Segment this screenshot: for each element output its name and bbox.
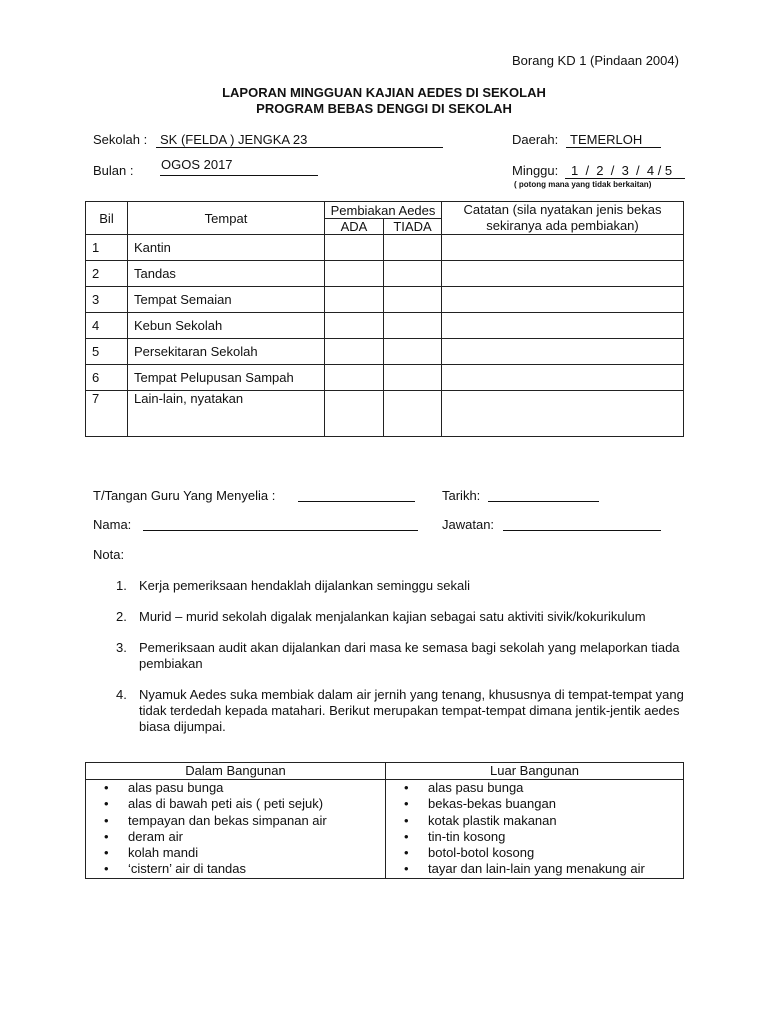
col-catatan-header: Catatan (sila nyatakan jenis bekas sekiranya ada pembiakan) (442, 202, 684, 235)
row-tempat: Kantin (128, 235, 325, 261)
bulan-label: Bulan : (93, 163, 134, 178)
minggu-label: Minggu: (512, 163, 559, 178)
bullet-icon: • (104, 812, 109, 828)
table-row (86, 287, 684, 313)
col-pembiakan-header: Pembiakan Aedes (325, 202, 442, 219)
tangan-field[interactable] (298, 501, 415, 502)
col-tiada-header: TIADA (384, 219, 442, 235)
daerah-label: Daerah: (512, 132, 559, 147)
tarikh-label: Tarikh: (442, 488, 481, 503)
minggu-note: ( potong mana yang tidak berkaitan) (514, 180, 652, 189)
bullet-icon: • (404, 796, 409, 812)
row-bil: 2 (86, 261, 128, 287)
tiada-cell[interactable] (384, 261, 442, 287)
list-item: • tayar dan lain-lain yang menakung air (404, 861, 645, 877)
nota-label: Nota: (93, 547, 125, 562)
list-item: • ‘cistern’ air di tandas (104, 861, 247, 877)
bullet-icon: • (104, 796, 109, 812)
nama-field[interactable] (143, 530, 418, 531)
list-item: • deram air (104, 828, 183, 844)
list-item: • tin-tin kosong (404, 828, 506, 844)
luar-list-cell (386, 780, 684, 879)
list-item: • bekas-bekas buangan (404, 796, 556, 812)
inspection-table (85, 201, 684, 437)
catatan-cell[interactable] (442, 313, 684, 339)
dalam-header: Dalam Bangunan (86, 763, 386, 780)
luar-list (386, 780, 683, 878)
table-row (86, 339, 684, 365)
nota-text: Pemeriksaan audit akan dijalankan dari masa ke semasa bagi sekolah yang melaporkan tiada pembiakan (139, 640, 680, 671)
bullet-icon: • (104, 861, 109, 877)
catatan-cell[interactable] (442, 391, 684, 437)
tiada-cell[interactable] (384, 365, 442, 391)
dalam-list-cell (86, 780, 386, 879)
luar-header: Luar Bangunan (386, 763, 684, 780)
table-row (86, 365, 684, 391)
list-item: • kolah mandi (104, 845, 199, 861)
nota-number: 3. (116, 640, 127, 655)
row-bil: 6 (86, 365, 128, 391)
list-item: • alas di bawah peti ais ( peti sejuk) (104, 796, 324, 812)
list-item: • botol-botol kosong (404, 845, 535, 861)
minggu-field[interactable]: 1 / 2 / 3 / 4 / 5 (565, 163, 685, 179)
row-tempat: Lain-lain, nyatakan (128, 391, 325, 437)
jawatan-label: Jawatan: (442, 517, 495, 532)
row-tempat: Persekitaran Sekolah (128, 339, 325, 365)
catatan-cell[interactable] (442, 365, 684, 391)
ada-cell[interactable] (325, 261, 384, 287)
nota-number: 2. (116, 609, 127, 624)
row-bil: 3 (86, 287, 128, 313)
nama-label: Nama: (93, 517, 132, 532)
nota-text: Murid – murid sekolah digalak menjalankan kajian sebagai satu aktiviti sivik/kokurikulum (139, 609, 646, 624)
bullet-icon: • (104, 845, 109, 861)
tiada-cell[interactable] (384, 313, 442, 339)
catatan-cell[interactable] (442, 287, 684, 313)
tiada-cell[interactable] (384, 235, 442, 261)
catatan-cell[interactable] (442, 235, 684, 261)
bullet-icon: • (404, 812, 409, 828)
nota-number: 4. (116, 687, 127, 702)
nota-text: Nyamuk Aedes suka membiak dalam air jernih yang tenang, khususnya di tempat-tempat yang tidak terdedah kepada matahari. Berikut merupakan tempat-tempat dimana jentik-jentik aedes biasa dijumpai. (139, 687, 684, 734)
catatan-cell[interactable] (442, 261, 684, 287)
nota-number: 1. (116, 578, 127, 593)
list-item: • alas pasu bunga (404, 780, 524, 795)
ada-cell[interactable] (325, 391, 384, 437)
row-tempat: Kebun Sekolah (128, 313, 325, 339)
row-tempat: Tandas (128, 261, 325, 287)
ada-cell[interactable] (325, 365, 384, 391)
ada-cell[interactable] (325, 313, 384, 339)
tangan-label: T/Tangan Guru Yang Menyelia : (93, 488, 276, 503)
row-tempat: Tempat Semaian (128, 287, 325, 313)
tiada-cell[interactable] (384, 339, 442, 365)
tarikh-field[interactable] (488, 501, 599, 502)
row-tempat: Tempat Pelupusan Sampah (128, 365, 325, 391)
row-bil: 1 (86, 235, 128, 261)
bulan-value: OGOS 2017 (161, 157, 233, 172)
tiada-cell[interactable] (384, 391, 442, 437)
table-row (86, 313, 684, 339)
col-ada-header: ADA (325, 219, 384, 235)
catatan-cell[interactable] (442, 339, 684, 365)
table-row (86, 391, 684, 437)
tiada-cell[interactable] (384, 287, 442, 313)
bullet-icon: • (404, 780, 409, 795)
program-title: PROGRAM BEBAS DENGGI DI SEKOLAH (256, 101, 512, 116)
row-bil: 5 (86, 339, 128, 365)
list-item: • kotak plastik makanan (404, 812, 557, 828)
bulan-line[interactable] (160, 175, 318, 176)
dalam-list (86, 780, 385, 878)
daerah-field[interactable]: TEMERLOH (566, 132, 661, 148)
form-code: Borang KD 1 (Pindaan 2004) (512, 53, 679, 68)
sekolah-field[interactable]: SK (FELDA ) JENGKA 23 (156, 132, 443, 148)
ada-cell[interactable] (325, 235, 384, 261)
list-item: • tempayan dan bekas simpanan air (104, 812, 327, 828)
nota-text: Kerja pemeriksaan hendaklah dijalankan seminggu sekali (139, 578, 470, 593)
jawatan-field[interactable] (503, 530, 661, 531)
bullet-icon: • (404, 828, 409, 844)
col-bil-header: Bil (86, 202, 128, 235)
row-bil: 7 (86, 391, 128, 437)
bullet-icon: • (104, 828, 109, 844)
sekolah-label: Sekolah : (93, 132, 148, 147)
ada-cell[interactable] (325, 339, 384, 365)
report-title: LAPORAN MINGGUAN KAJIAN AEDES DI SEKOLAH (222, 85, 546, 100)
breeding-places-table (85, 762, 684, 879)
col-tempat-header: Tempat (128, 202, 325, 235)
list-item: • alas pasu bunga (104, 780, 224, 795)
bullet-icon: • (404, 861, 409, 877)
row-bil: 4 (86, 313, 128, 339)
ada-cell[interactable] (325, 287, 384, 313)
table-row (86, 235, 684, 261)
table-row (86, 261, 684, 287)
bullet-icon: • (404, 845, 409, 861)
bullet-icon: • (104, 780, 109, 795)
